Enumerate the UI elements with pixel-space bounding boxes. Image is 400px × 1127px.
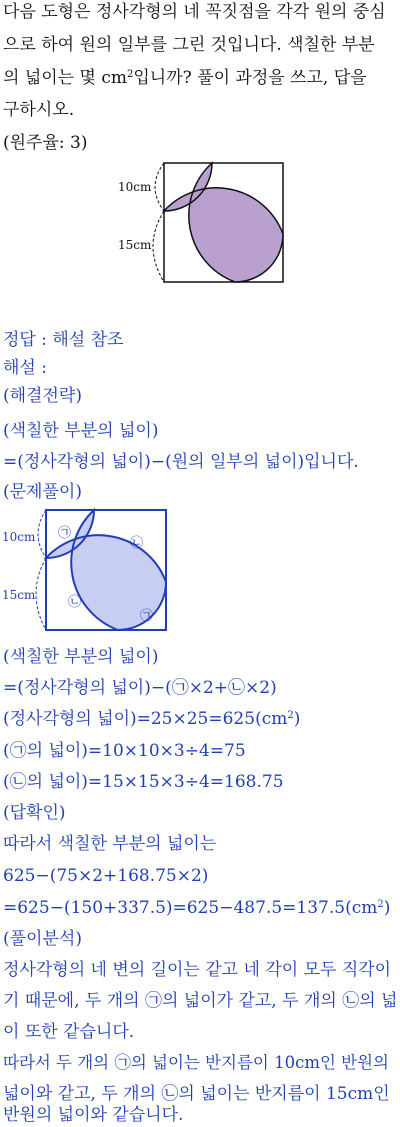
figure-2: [0, 505, 180, 635]
analysis-line-2: 기 때문에, 두 개의 ㉠의 넓이가 같고, 두 개의 ㉡의 넓: [3, 991, 398, 1011]
analysis-line-3: 이 또한 같습니다.: [3, 1022, 135, 1042]
analysis-line-6: 반원의 넓이와 같습니다.: [3, 1105, 184, 1125]
formula-2-pre: (정사각형의 넓이)=25×25=625(cm: [3, 709, 288, 729]
problem-line-3-post: 입니까? 풀이 과정을 쓰고, 답을: [133, 68, 367, 88]
analysis-line-1: 정사각형의 네 변의 길이는 같고 네 각이 모두 직각이: [3, 960, 392, 980]
strategy-formula: =(정사각형의 넓이)−(원의 일부의 넓이)입니다.: [3, 452, 359, 472]
figure-1-label-bottom: 15cm: [118, 238, 152, 252]
problem-line-3-pre: 의 넓이는 몇: [3, 68, 102, 88]
shaded-area-heading: (색칠한 부분의 넓이): [3, 421, 159, 441]
figure-1-dim-top: [155, 163, 164, 211]
figure-2-label-top: 10cm: [2, 530, 36, 544]
formula-1: =(정사각형의 넓이)−(㉠×2+㉡×2): [3, 678, 277, 698]
figure-2-mark-a-bottomright: ㉠: [140, 609, 154, 624]
figure-2-dim-bottom: [36, 558, 46, 630]
formula-4: (㉡의 넓이)=15×15×3÷4=168.75: [3, 772, 284, 792]
formula-2: [3, 707, 300, 731]
figure-1: [108, 160, 288, 290]
formula-3: (㉠의 넓이)=10×10×3÷4=75: [3, 741, 246, 761]
problem-line-3: [3, 66, 367, 90]
therefore-line: 따라서 색칠한 부분의 넓이는: [3, 834, 217, 854]
analysis-line-5: 넓이와 같고, 두 개의 ㉡의 넓이는 반지름이 15cm인: [3, 1084, 390, 1104]
figure-1-label-top: 10cm: [118, 180, 152, 194]
figure-2-mark-b-topright: ㉡: [130, 536, 144, 551]
figure-1-dim-bottom: [153, 211, 164, 282]
calculation-2-post: ): [383, 898, 391, 918]
calculation-2: [3, 896, 390, 920]
figure-2-mark-b-bottomleft: ㉡: [68, 595, 82, 610]
strategy-heading: (해결전략): [3, 386, 82, 406]
formula-2-exponent: 2: [287, 710, 294, 721]
explanation-label: 해설 :: [3, 358, 47, 378]
figure-2-dim-top: [38, 510, 46, 558]
calculation-2-exponent: 2: [377, 899, 384, 910]
problem-unit: cm: [101, 68, 127, 88]
solution-heading: (문제풀이): [3, 482, 82, 502]
check-heading: (답확인): [3, 803, 66, 823]
analysis-line-4: 따라서 두 개의 ㉠의 넓이는 반지름이 10cm인 반원의: [3, 1053, 389, 1072]
figure-2-label-bottom: 15cm: [2, 588, 36, 602]
formula-2-post: ): [293, 709, 301, 729]
problem-line-2: 으로 하여 원의 일부를 그린 것입니다. 색칠한 부분: [3, 35, 375, 55]
pi-note: (원주율: 3): [3, 133, 88, 153]
problem-unit-exponent: 2: [126, 69, 134, 80]
calculation-2-pre: =625−(150+337.5)=625−487.5=137.5(cm: [3, 898, 378, 918]
answer-label: 정답 : 해설 참조: [3, 330, 124, 350]
problem-line-1: 다음 도형은 정사각형의 네 꼭짓점을 각각 원의 중심: [3, 2, 386, 22]
figure-2-mark-a-topleft: ㉠: [58, 526, 72, 541]
analysis-heading: (풀이분석): [3, 929, 82, 949]
shaded-area-heading-2: (색칠한 부분의 넓이): [3, 647, 159, 667]
problem-line-4: 구하시오.: [3, 100, 75, 120]
calculation-1: 625−(75×2+168.75×2): [3, 866, 209, 886]
